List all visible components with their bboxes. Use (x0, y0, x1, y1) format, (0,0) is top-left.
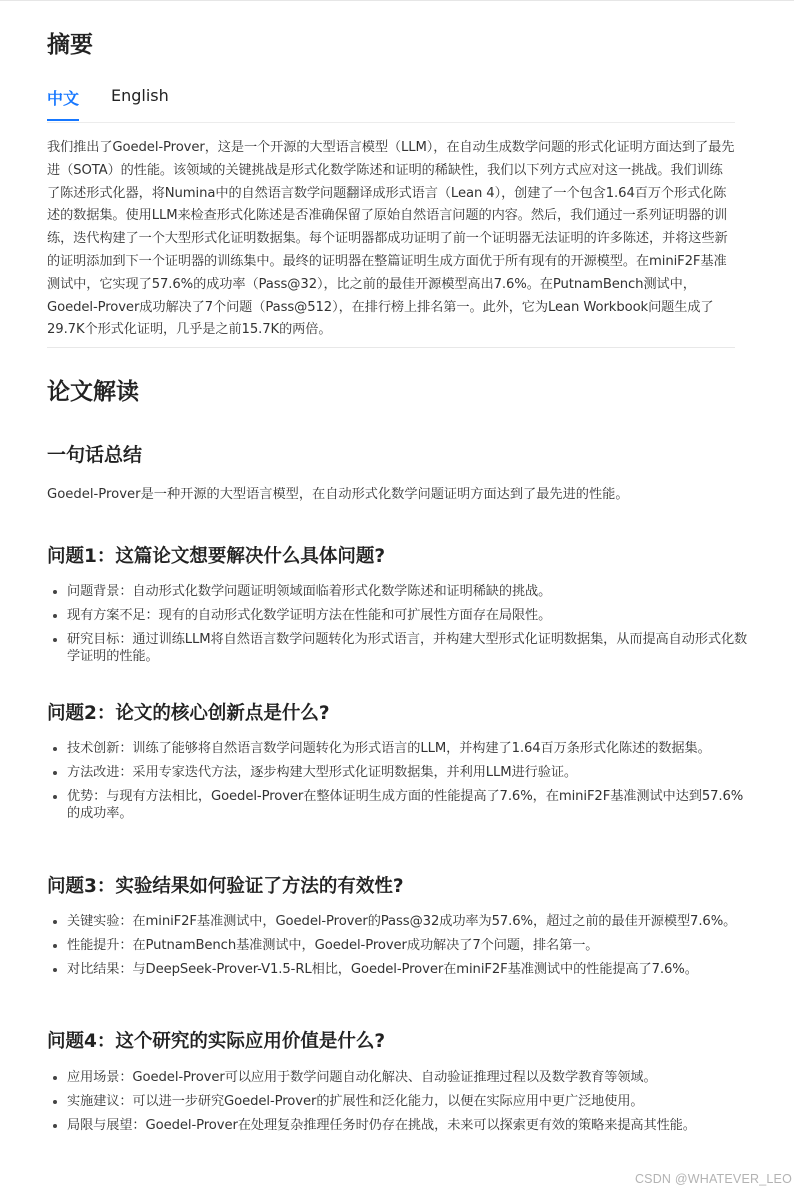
question-2-heading: 问题2：论文的核心创新点是什么? (47, 703, 330, 724)
summary-heading: 一句话总结 (47, 444, 143, 466)
list-item: 对比结果：与DeepSeek-Prover-V1.5-RL相比，Goedel-Prover在miniF2F基准测试中的性能提高了7.6%。 (67, 961, 755, 978)
list-item: 局限与展望：Goedel-Prover在处理复杂推理任务时仍存在挑战，未来可以探索更有效的策略来提高其性能。 (67, 1117, 755, 1134)
language-tabs (47, 86, 735, 123)
abstract-text: 我们推出了Goedel-Prover，这是一个开源的大型语言模型（LLM），在自动生成数学问题的形式化证明方面达到了最先进（SOTA）的性能。该领域的关键挑战是形式化数学陈述和证明的稀缺性，我们以下列方式应对这一挑战。我们训练了陈述形式化器，将Numina中的自然语言数学问题翻译成形式语言（Lean 4），创建了一个包含1.64百万个形式化陈述的数据集。使用LLM来检查形式化陈述是否准确保留了原始自然语言问题的内容。然后，我们通过一系列证明器的训练，迭代构建了一个大型形式化证明数据集。每个证明器都成功证明了前一个证明器无法证明的许多陈述，并将这些新的证明添加到下一个证明器的训练集中。最终的证明器在整篇证明生成方面优于所有现有的开源模型。在miniF2F基准测试中，它实现了57.6%的成功率（Pass@32），比之前的最佳开源模型高出7.6%。在PutnamBench测试中，Goedel-Prover成功解决了7个问题（Pass@512），在排行榜上排名第一。此外，它为Lean Workbook问题生成了29.7K个形式化证明，几乎是之前15.7K的两倍。 (47, 140, 735, 338)
list-item: 实施建议：可以进一步研究Goedel-Prover的扩展性和泛化能力，以便在实际应用中更广泛地使用。 (67, 1093, 755, 1110)
question-4-heading: 问题4：这个研究的实际应用价值是什么? (47, 1031, 386, 1052)
paper-analysis-heading: 论文解读 (47, 379, 139, 405)
abstract-heading: 摘要 (47, 32, 93, 58)
list-item: 方法改进：采用专家迭代方法，逐步构建大型形式化证明数据集，并利用LLM进行验证。 (67, 764, 755, 781)
list-item: 优势：与现有方法相比，Goedel-Prover在整体证明生成方面的性能提高了7.6%，在miniF2F基准测试中达到57.6%的成功率。 (67, 788, 755, 822)
question-1-heading: 问题1：这篇论文想要解决什么具体问题? (47, 546, 386, 567)
list-item: 研究目标：通过训练LLM将自然语言数学问题转化为形式语言，并构建大型形式化证明数据集，从而提高自动形式化数学证明的性能。 (67, 631, 755, 665)
list-item: 关键实验：在miniF2F基准测试中，Goedel-Prover的Pass@32成功率为57.6%，超过之前的最佳开源模型7.6%。 (67, 913, 755, 930)
question-3-list (47, 913, 755, 985)
question-2-list (47, 740, 755, 829)
list-item: 性能提升：在PutnamBench基准测试中，Goedel-Prover成功解决了7个问题，排名第一。 (67, 937, 755, 954)
list-item: 问题背景：自动形式化数学问题证明领域面临着形式化数学陈述和证明稀缺的挑战。 (67, 583, 755, 600)
list-item: 现有方案不足：现有的自动形式化数学证明方法在性能和可扩展性方面存在局限性。 (67, 607, 755, 624)
tab-chinese[interactable]: 中文 (47, 86, 79, 121)
summary-text: Goedel-Prover是一种开源的大型语言模型，在自动形式化数学问题证明方面达到了最先进的性能。 (47, 487, 629, 502)
question-4-list (47, 1069, 755, 1141)
list-item: 应用场景：Goedel-Prover可以应用于数学问题自动化解决、自动验证推理过程以及数学教育等领域。 (67, 1069, 755, 1086)
question-3-heading: 问题3：实验结果如何验证了方法的有效性? (47, 876, 404, 897)
watermark: CSDN @WHATEVER_LEO (634, 1172, 792, 1186)
divider (47, 347, 735, 348)
tab-english[interactable]: English (111, 86, 169, 105)
top-border (0, 0, 794, 1)
list-item: 技术创新：训练了能够将自然语言数学问题转化为形式语言的LLM，并构建了1.64百万条形式化陈述的数据集。 (67, 740, 755, 757)
question-1-list (47, 583, 755, 672)
